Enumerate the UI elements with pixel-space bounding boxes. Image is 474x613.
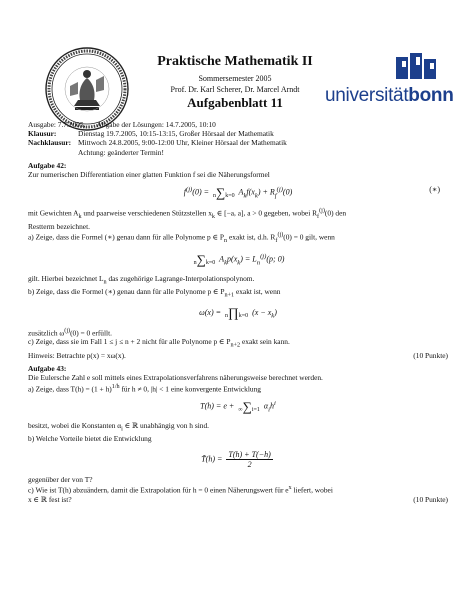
sheet-title: Aufgabenblatt 11 <box>187 95 283 110</box>
issue-dates: Ausgabe: 7.7.2005, Abgabe der Lösungen: 14.7.2005, 10:10 <box>28 120 216 129</box>
task-42-text-2: Restterm bezeichnet. <box>28 221 90 231</box>
task-42-part-c: c) Zeige, dass sie im Fall 1 ≤ j ≤ n + 2 nicht für alle Polynome p ∈ $P_{n+2}$ exakt sein kann. <box>28 337 290 349</box>
task-43-compare: gegenüber der von T? <box>28 474 93 484</box>
task-43-points: (10 Punkte) <box>413 494 448 504</box>
task-42-part-a: a) Zeige, dass die Formel (∗) genau dann für alle Polynome p ∈ $P_n$ exakt ist, d.h. $R_f^{(j)}(0) = 0$ gilt, wenn <box>28 232 335 244</box>
task-42-points: (10 Punkte) <box>413 350 448 360</box>
task-42-formula-2: n∑k=0 $A_kp(x_k) = L_n^{(j)}(p$; 0) <box>193 251 285 267</box>
task-43-formula-1: T(h) = e + ∞∑i=1 $\alpha_ih^i$ <box>200 399 276 415</box>
university-bonn-wordmark: universitätbonn <box>325 85 454 106</box>
task-42-additional: zusätzlich $\omega^{(j)}(0) = 0$ erfüllt. <box>28 327 113 338</box>
task-42-title: Aufgabe 42: <box>28 160 67 170</box>
task-43-constants: besitzt, wobei die Konstanten $\alpha_i$ ∈ ℝ unabhängig von h sind. <box>28 420 210 433</box>
task-42-text-1: mit Gewichten $A_k$ und paarweise verschiedenen Stützstellen $x_k$ ∈ [−a, a], a > 0 gegeben, wobei $R_f^{(j)}(0)$ den <box>28 207 347 220</box>
task-43-part-a: a) Zeige, dass $T(h) = (1 + h)^{1/h}$ für h ≠ 0, |h| < 1 eine konvergente Entwicklung <box>28 383 261 394</box>
task-42-lagrange-note: gilt. Hierbei bezeichnet $L_n$ das zugehörige Lagrange-Interpolationspolynom. <box>28 273 255 286</box>
task-43-part-c-2: x ∈ ℝ fest ist? (10 Punkte) <box>28 494 448 504</box>
task-43-intro: Die Eulersche Zahl e soll mittels eines Extrapolationsverfahrens näherungsweise berechnet werden. <box>28 373 323 383</box>
sheet-body <box>28 120 448 504</box>
task-43-title: Aufgabe 43: <box>28 364 67 374</box>
exam-line: Klausur: Dienstag 19.7.2005, 10:15-13:15, Großer Hörsaal der Mathematik <box>28 129 274 139</box>
course-title: Praktische Mathematik II <box>157 54 313 69</box>
task-42-intro: Zur numerischen Differentiation einer glatten Funktion f sei die Näherungsformel <box>28 170 270 180</box>
task-43-part-b: b) Welche Vorteile bietet die Entwicklung <box>28 434 152 444</box>
task-42-hint: Hinweis: Betrachte p(x) = xω(x). (10 Punkte) <box>28 350 448 360</box>
professors: Prof. Dr. Karl Scherer, Dr. Marcel Arndt <box>170 85 300 94</box>
semester: Sommersemester 2005 <box>198 74 272 83</box>
equation-tag: (∗) <box>429 185 440 195</box>
resit-line: Nachklausur: Mittwoch 24.8.2005, 9:00-12:00 Uhr, Kleiner Hörsaal der Mathematik <box>28 138 287 148</box>
task-43-formula-2: T̃(h) = $\frac{T(h) + T(-h)}{2}$ <box>201 449 271 469</box>
task-43-part-c: c) Wie ist T(h) abzuändern, damit die Extrapolation für h = 0 einen Näherungswert für $e^x$ liefert, wobei <box>28 485 333 495</box>
task-42-formula-1: $f^{(j)}(0) = n\sum k=0$ $A_kf(x_k) + R_f^{(j)}(0)$ (∗) <box>183 185 440 201</box>
task-42-part-b: b) Zeige, dass die Formel (∗) genau dann für alle Polynome p ∈ $P_{n+1}$ exakt ist, wenn <box>28 287 281 299</box>
resit-note: Achtung: geänderter Termin! <box>78 147 164 157</box>
task-42-formula-3: ω(x) = n∏k=0 $(x - x_k)$ <box>199 304 277 320</box>
